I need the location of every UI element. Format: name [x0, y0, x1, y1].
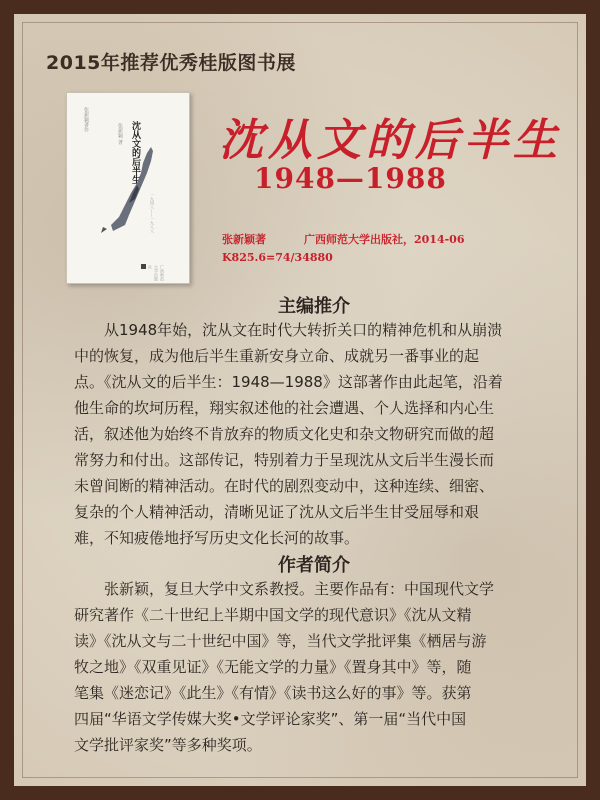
editor-intro-line: 点。《沈从文的后半生：1948—1988》这部著作由此起笔，沿着: [74, 373, 503, 391]
author-intro-line: 读》《沈从文与二十世纪中国》等，当代文学批评集《栖居与游: [74, 632, 487, 650]
author-intro-line: 研究著作《二十世纪上半期中国文学的现代意识》《沈从文精: [74, 606, 472, 624]
book-publisher: 广西师范大学出版社，2014-06: [304, 233, 465, 246]
author-intro-line: 牧之地》《双重见证》《无能文学的力量》《置身其中》等，随: [74, 658, 472, 676]
author-intro-line: 张新颖，复旦大学中文系教授。主要作品有：中国现代文学: [104, 580, 495, 598]
author-intro-heading: 作者简介: [278, 555, 350, 576]
cover-description-text: 一九四八——一九八八: [150, 193, 155, 233]
editor-intro-line: 活，叙述他为始终不肯放弃的物质文化史和杂文物研究而做的超: [74, 425, 495, 443]
editor-intro-heading: 主编推介: [278, 296, 350, 317]
cover-title-text: 沈从文的后半生: [130, 121, 140, 184]
book-author: 张新颖著: [222, 233, 266, 246]
editor-intro-line: 未曾间断的精神活动。在时代的剧烈变动中，这种连续、细密、: [74, 477, 495, 495]
editor-intro-line: 他生命的坎坷历程，翔实叙述他的社会遭遇、个人选择和内心生: [74, 399, 495, 417]
book-years: 1948—1988: [254, 162, 447, 195]
author-intro-line: 四届“华语文学传媒大奖•文学评论家奖”、第一届“当代中国: [74, 710, 467, 728]
editor-intro-line: 难，不知疲倦地抒写历史文化长河的故事。: [74, 529, 360, 547]
book-call-number: K825.6=74/34880: [222, 251, 333, 264]
editor-intro-line: 中的恢复，成为他后半生重新安身立命、成就另一番事业的起: [74, 347, 480, 365]
author-intro-line: 文学批评家奖”等多种奖项。: [74, 736, 262, 754]
author-intro-text: [74, 576, 562, 758]
editor-intro-line: 常努力和付出。这部传记，特别着力于呈现沈从文后半生漫长而: [74, 451, 495, 469]
cover-author-text: 张新颖 著: [117, 123, 123, 145]
book-title: 沈从文的后半生: [219, 115, 562, 166]
exhibition-header: 2015年推荐优秀桂版图书展: [46, 52, 296, 74]
author-intro-line: 笔集《迷恋记》《此生》《有情》《读书这么好的事》等。获第: [74, 684, 472, 702]
editor-intro-line: 复杂的个人精神活动，清晰见证了沈从文后半生甘受屈辱和艰: [74, 503, 480, 521]
cover-publisher-text: 广西师范大学出版社: [148, 265, 165, 281]
editor-intro-text: [74, 317, 562, 551]
editor-intro-line: 从1948年始，沈从文在时代大转折关口的精神危机和从崩溃: [104, 321, 503, 339]
cover-series-text: 张新颖著作: [83, 107, 89, 132]
publisher-logo-icon: [141, 264, 146, 269]
book-cover-image: [66, 92, 190, 284]
cover-figure-illustration: [67, 93, 189, 283]
